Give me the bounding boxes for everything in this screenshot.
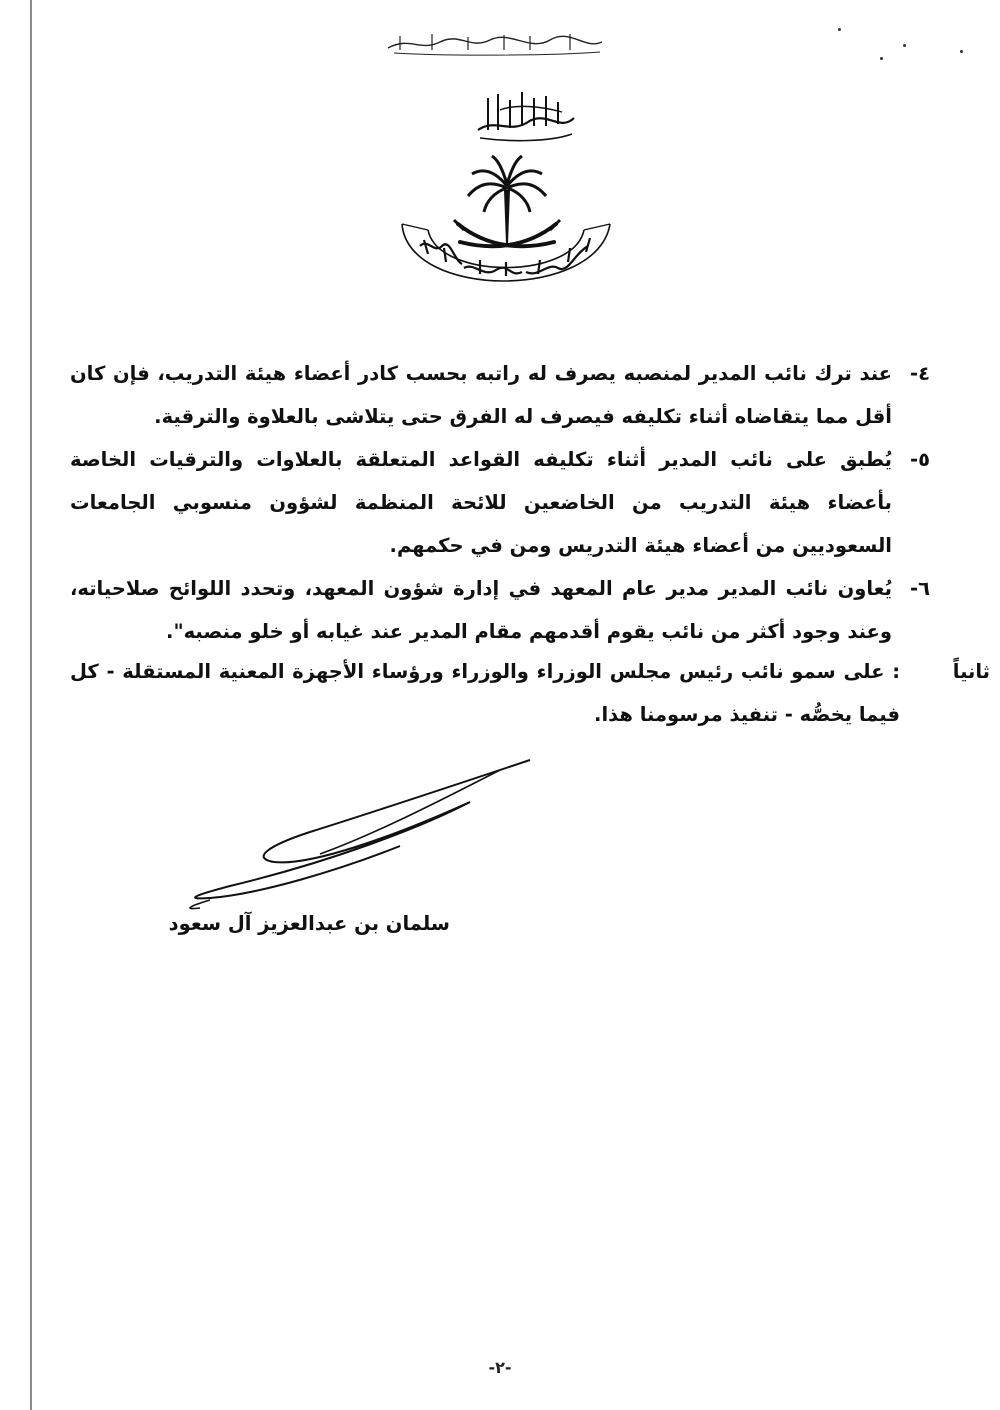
scan-speck [838, 28, 841, 31]
decree-item [70, 567, 930, 653]
second-clause-text: : على سمو نائب رئيس مجلس الوزراء والوزراء ورؤساء الأجهزة المعنية المستقلة - كل فيما يخصُّه - تنفيذ مرسومنا هذا. [70, 660, 900, 726]
kingdom-emblem [398, 150, 614, 332]
item-text: يُعاون نائب المدير مدير عام المعهد في إدارة شؤون المعهد، وتحدد اللوائح صلاحياته، وعند وجود أكثر من نائب يقوم أقدمهم مقام المدير عند غيابه أو خلو منصبه". [70, 577, 892, 643]
page-edge-line [30, 0, 32, 1410]
item-number: ٥- [910, 448, 930, 471]
decree-item [70, 352, 930, 438]
signer-name: سلمان بن عبدالعزيز آل سعود [168, 912, 450, 935]
second-clause [70, 650, 990, 736]
item-number: ٦- [910, 577, 930, 600]
shahada-calligraphy [470, 88, 580, 143]
scan-speck [880, 57, 883, 60]
basmala-calligraphy [380, 28, 610, 58]
decree-item [70, 438, 930, 567]
second-clause-label: ثانياً [952, 660, 990, 683]
item-text: عند ترك نائب المدير لمنصبه يصرف له راتبه بحسب كادر أعضاء هيئة التدريب، فإن كان أقل مما يتقاضاه أثناء تكليفه فيصرف له الفرق حتى يتلاشى بالعلاوة والترقية. [70, 362, 892, 428]
handwritten-signature [170, 750, 540, 920]
scan-speck [903, 44, 906, 47]
decree-items [70, 352, 930, 653]
item-text: يُطبق على نائب المدير أثناء تكليفه القواعد المتعلقة بالعلاوات والترقيات الخاصة بأعضاء هيئة التدريب من الخاضعين للائحة المنظمة لشؤون منسوبي الجامعات السعوديين من أعضاء هيئة التدريس ومن في حكمهم. [70, 448, 892, 557]
item-number: ٤- [910, 362, 930, 385]
page-number: -٢- [488, 1358, 512, 1377]
scan-speck [960, 50, 963, 53]
